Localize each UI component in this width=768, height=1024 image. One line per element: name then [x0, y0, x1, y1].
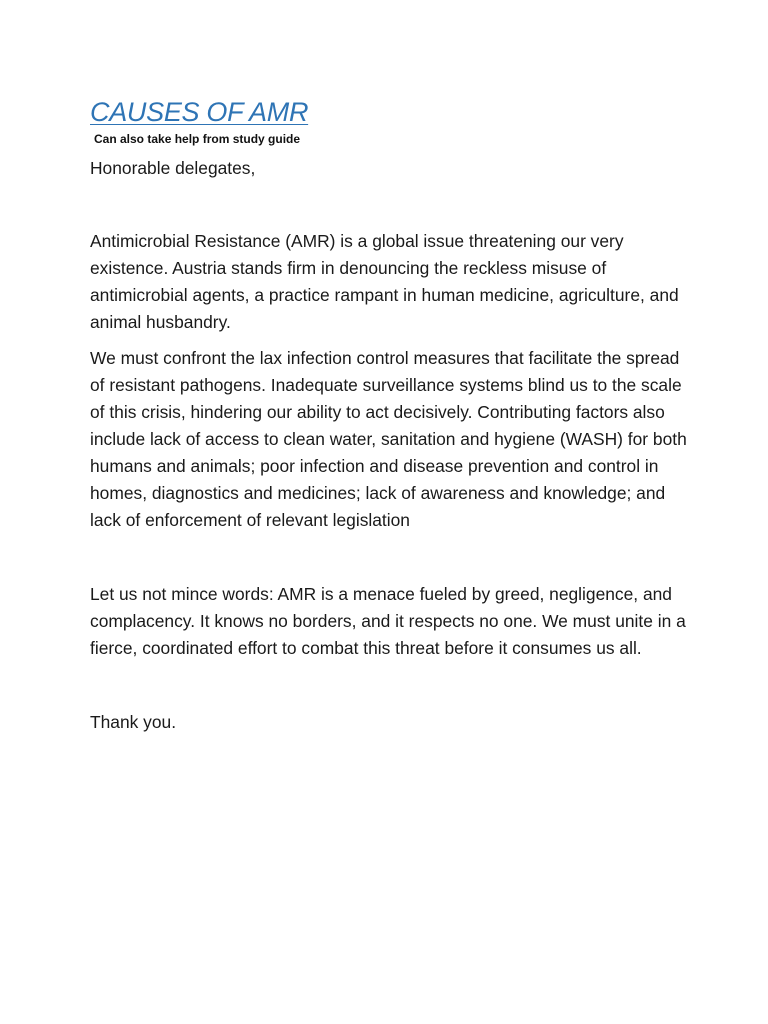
paragraph-call-to-action: Let us not mince words: AMR is a menace fueled by greed, negligence, and complacency. It knows no borders, and it respects no one. We must unite in a fierce, coordinated effort to combat this threat before it consumes us all.	[90, 584, 686, 658]
document-title: CAUSES OF AMR	[90, 97, 309, 127]
paragraph-factors: We must confront the lax infection control measures that facilitate the spread of resistant pathogens. Inadequate surveillance systems blind us to the scale of this crisis, hindering our ability to act decisively. Contributing factors also include lack of access to clean water, sanitation and hygiene (WASH) for both humans and animals; poor infection and disease prevention and control in homes, diagnostics and medicines; lack of awareness and knowledge; and lack of enforcement of relevant legislation	[90, 348, 687, 530]
paragraph-intro: Antimicrobial Resistance (AMR) is a global issue threatening our very existence. Austria stands firm in denouncing the reckless misuse of antimicrobial agents, a practice rampant in human medicine, agriculture, and animal husbandry.	[90, 231, 679, 332]
document-subtitle: Can also take help from study guide	[94, 132, 301, 146]
closing: Thank you.	[90, 712, 177, 732]
salutation: Honorable delegates,	[90, 158, 256, 178]
document-body	[90, 94, 690, 736]
